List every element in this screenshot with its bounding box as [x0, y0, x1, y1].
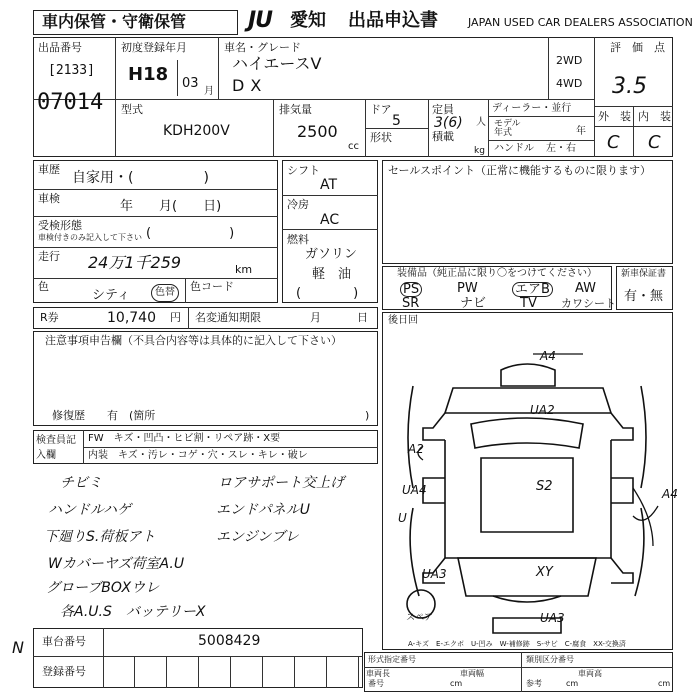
note-5: 下廻りS.荷板アト — [44, 529, 156, 545]
load-label: 積載 — [432, 130, 454, 143]
model-year-label: モデル年式 — [494, 119, 521, 139]
english-title: JAPAN USED CAR DEALERS ASSOCIATION — [468, 16, 693, 29]
door-value: 5 — [392, 113, 401, 129]
spare-label: スペア — [406, 613, 434, 623]
capacity-value: 3(6) — [434, 115, 463, 131]
mark-a4-right: A4 — [662, 487, 678, 501]
first-reg-label: 初度登録年月 — [121, 41, 187, 54]
margin-mark: N — [12, 638, 24, 657]
inspector-row-1: FW キズ・凹凸・ヒビ割・リペア跡・X要 — [88, 433, 281, 444]
mileage-unit: km — [235, 263, 253, 276]
reg-number-label: 登録番号 — [42, 665, 86, 678]
equipment-kawa-seat: カワシート — [561, 297, 616, 310]
shape-label: 形状 — [370, 131, 392, 144]
repair-close: ) — [365, 409, 370, 422]
org-name: 愛知 — [290, 10, 326, 31]
color-code-label: 色コード — [190, 280, 234, 293]
recycle-value: 10,740 — [107, 310, 156, 326]
equipment-pw: PW — [457, 281, 478, 296]
shift-value: AT — [320, 177, 338, 193]
capacity-label: 定員 — [432, 103, 454, 116]
recycle-label: R券 — [40, 311, 59, 324]
mileage-value: 24万1千259 — [88, 253, 182, 272]
displacement-label: 排気量 — [279, 103, 312, 116]
score-value: 3.5 — [612, 74, 647, 99]
mark-ua2: UA2 — [530, 403, 555, 417]
interior-label: 内 装 — [638, 110, 671, 123]
form-title: 出品申込書 — [348, 10, 438, 31]
length-label: 車両長 — [366, 669, 390, 678]
fuel-label: 燃料 — [287, 233, 309, 246]
reg-number-cells — [103, 656, 363, 688]
notes-label: 注意事項申告欄（不具合内容等は具体的に記入して下さい） — [45, 334, 342, 347]
mark-u: U — [398, 511, 407, 525]
color-value: シティ — [92, 288, 130, 303]
kanshu-label: 名変通知期限 — [195, 311, 261, 324]
chassis-label: 車台番号 — [42, 635, 86, 648]
receipt-note: 車検付きのみ記入して下さい — [38, 233, 142, 242]
warranty-label: 新車保証書 — [621, 269, 667, 279]
car-name: ハイエースV — [232, 54, 322, 73]
dealer-label: ディーラー・並行 — [492, 103, 572, 114]
equipment-label: 装備品（純正品に限り〇をつけてください） — [397, 268, 597, 279]
mark-a2: A2 — [408, 442, 424, 456]
equipment-tv: TV — [520, 296, 537, 311]
note-9: 各A.U.S バッテリーX — [60, 604, 206, 620]
back-seat-label: 後日回 — [388, 315, 418, 326]
displacement-value: 2500 — [297, 122, 338, 141]
width-label: 車両幅 — [460, 669, 484, 678]
height-label: 車両高 — [578, 669, 602, 678]
exterior-label: 外 装 — [598, 110, 631, 123]
mileage-label: 走行 — [38, 250, 60, 263]
ju-logo: JU — [248, 8, 273, 33]
note-1: チビミ — [60, 475, 102, 491]
note-2: ロアサポート交上げ — [218, 475, 344, 491]
fuel-value: ガソリン — [305, 247, 358, 262]
repair-label: 修復歴 有 (箇所 — [52, 409, 156, 422]
exterior-grade: C — [607, 132, 620, 153]
lot-bracket: [2133] — [48, 63, 95, 78]
door-label: ドア — [370, 103, 392, 116]
cc-unit: cc — [348, 141, 359, 152]
lot-label: 出品番号 — [38, 41, 82, 54]
capacity-unit: 人 — [476, 117, 486, 128]
class-ref-label: 参考 — [526, 679, 542, 688]
mark-ua4: UA4 — [402, 483, 427, 497]
chassis-value: 5008429 — [198, 633, 261, 649]
inspection-label: 車検 — [38, 192, 60, 205]
mark-ua3-bottom: UA3 — [540, 611, 565, 625]
drive-4wd: 4WD — [556, 77, 583, 90]
handle-label: ハンドル — [494, 143, 534, 154]
interior-grade: C — [648, 132, 661, 153]
length-cm: cm — [450, 679, 463, 688]
note-8: グローブBOXウレ — [46, 580, 160, 596]
car-grade: DX — [232, 76, 268, 95]
equipment-navi: ナビ — [460, 296, 487, 311]
inspector-row-2: 内装 キズ・汚レ・コゲ・穴・スレ・キレ・破レ — [88, 450, 308, 461]
yen-unit: 円 — [170, 311, 181, 324]
storage-label: 車内保管・守衛保管 — [42, 12, 187, 31]
note-6: エンジンブレ — [216, 529, 299, 545]
model-value: KDH200V — [163, 123, 230, 139]
kanshu-day: 日 — [357, 311, 368, 324]
color-label: 色 — [38, 280, 49, 293]
drive-2wd: 2WD — [556, 54, 583, 67]
kg-unit: kg — [474, 146, 485, 156]
handle-options: 左・右 — [546, 143, 576, 154]
width-cm: cm — [566, 679, 579, 688]
history-value: 自家用・( ) — [72, 170, 209, 186]
reg-month: 03 — [182, 76, 199, 91]
receipt-paren: ( ) — [146, 226, 235, 241]
car-name-label: 車名・グレード — [224, 41, 301, 54]
kanshu-month: 月 — [310, 311, 321, 324]
fuel-alt: 軽 油 — [312, 267, 352, 282]
equipment-ps: PS — [400, 282, 422, 297]
ac-label: 冷房 — [287, 198, 309, 211]
mark-xy: XY — [536, 565, 553, 580]
month-unit: 月 — [204, 86, 214, 97]
sales-point-label: セールスポイント（正常に機能するものに限ります） — [388, 164, 652, 177]
lot-number: 07014 — [37, 90, 104, 115]
inspector-label: 検査員記入欄 — [36, 435, 76, 461]
type-ban-label: 番号 — [368, 679, 384, 688]
reg-year: H18 — [128, 64, 169, 85]
note-7: Wカバーヤズ荷室A.U — [48, 556, 185, 572]
height-cm: cm — [658, 679, 671, 688]
model-label: 型式 — [121, 103, 143, 116]
score-label: 評 価 点 — [610, 41, 665, 54]
note-4: エンドパネルU — [216, 502, 310, 518]
equipment-aw: AW — [575, 281, 597, 296]
damage-legend: A-キズ E-エクボ U-凹み W-補修跡 S-サビ C-腐食 XX-交換済 — [408, 640, 626, 648]
receipt-label: 受検形態 — [38, 219, 82, 232]
ac-value: AC — [320, 212, 340, 228]
class-label: 類別区分番号 — [526, 655, 574, 664]
color-badge: 色替 — [151, 284, 179, 302]
fuel-paren: ( ) — [296, 286, 359, 301]
history-label: 車歴 — [38, 163, 60, 176]
warranty-value: 有・無 — [624, 289, 664, 304]
mark-s2: S2 — [536, 479, 553, 494]
inspection-value: 年 月( 日) — [120, 199, 222, 214]
note-3: ハンドルハゲ — [48, 502, 132, 518]
type-cert-label: 形式指定番号 — [368, 655, 416, 664]
equipment-sr: SR — [402, 296, 420, 311]
year-unit: 年 — [576, 126, 586, 137]
mark-a4-top: A4 — [540, 349, 556, 363]
equipment-airbag: エアB — [512, 282, 553, 297]
mark-ua3-left: UA3 — [422, 567, 447, 581]
shift-label: シフト — [287, 164, 320, 177]
